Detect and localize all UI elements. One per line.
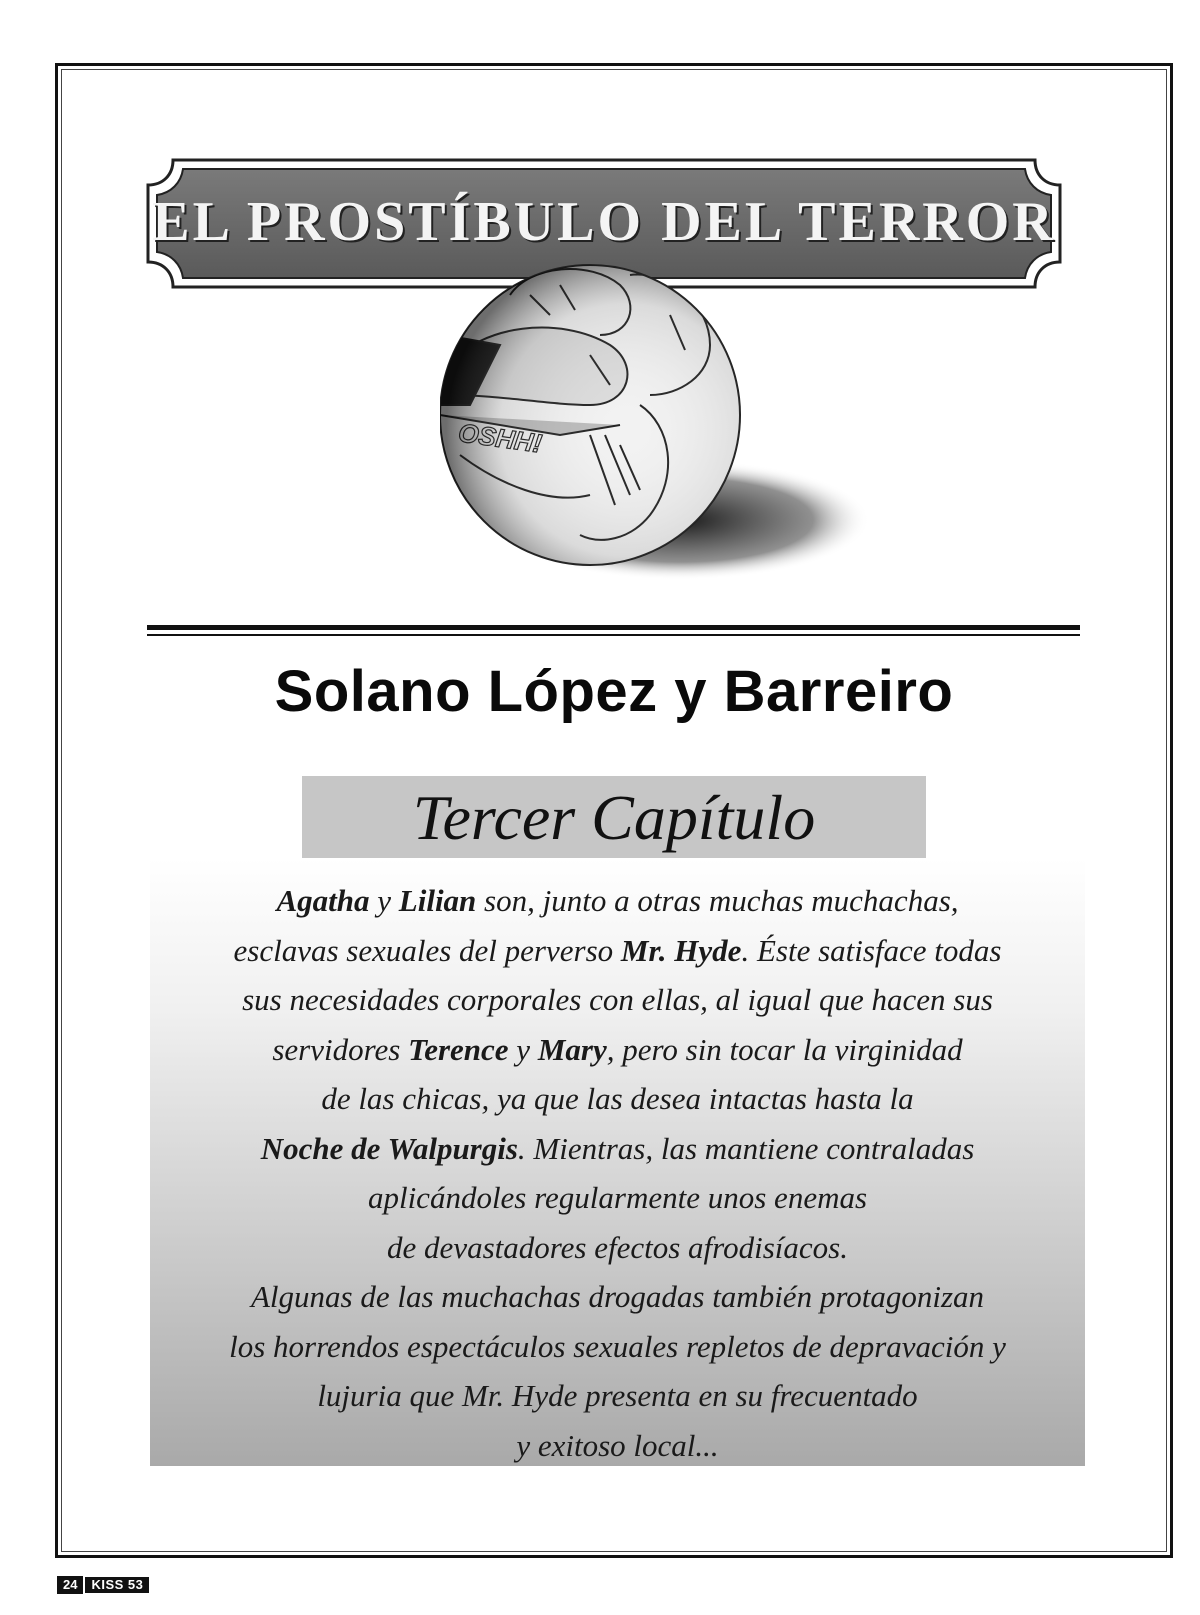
synopsis-run: son, junto a otras muchas muchachas,	[476, 883, 959, 918]
synopsis-run: esclavas sexuales del perverso	[233, 932, 621, 968]
synopsis-line	[150, 876, 1085, 926]
synopsis-run: . Mientras, las mantiene contraladas	[517, 1130, 975, 1166]
synopsis-name: Noche de Walpurgis	[260, 1130, 518, 1166]
synopsis-run: Algunas de las muchachas drogadas también protagonizan	[250, 1279, 985, 1314]
authors-heading: Solano López y Barreiro	[274, 659, 954, 724]
synopsis-run: sus necesidades corporales con ellas, al igual que hacen sus	[242, 982, 993, 1017]
divider-thick	[147, 625, 1080, 630]
synopsis-line	[150, 1223, 1085, 1273]
synopsis-line	[150, 1322, 1085, 1372]
page-title: EL PROSTÍBULO DEL TERROR	[152, 191, 1056, 253]
synopsis-run: los horrendos espectáculos sexuales repletos de depravación y	[229, 1328, 1006, 1364]
synopsis-run: , pero sin tocar la virginidad	[606, 1031, 963, 1067]
synopsis-line	[150, 1371, 1085, 1421]
page-footer	[57, 1577, 149, 1593]
synopsis-name: Mr. Hyde	[620, 932, 742, 968]
page-number: 24	[57, 1576, 83, 1594]
synopsis-line	[150, 1421, 1085, 1471]
synopsis-name: Mary	[537, 1031, 607, 1067]
synopsis-line	[150, 1025, 1085, 1075]
synopsis-run: servidores	[272, 1031, 409, 1067]
synopsis-run: aplicándoles regularmente unos enemas	[367, 1180, 868, 1215]
synopsis-run: y exitoso local...	[516, 1427, 719, 1463]
synopsis-text	[150, 876, 1085, 1470]
synopsis-name: Agatha	[276, 883, 370, 918]
synopsis-name: Lilian	[398, 883, 477, 918]
magazine-name: KISS 53	[85, 1577, 149, 1593]
synopsis-run: y	[508, 1031, 538, 1067]
synopsis-line	[150, 926, 1085, 976]
synopsis-line	[150, 1173, 1085, 1223]
synopsis-run: lujuria que Mr. Hyde presenta en su frecuentado	[317, 1378, 918, 1413]
chapter-title: Tercer Capítulo	[412, 782, 816, 853]
synopsis-line	[150, 1272, 1085, 1322]
synopsis-run: y	[369, 883, 399, 918]
illustration-sphere-image	[440, 255, 880, 595]
synopsis-run: de devastadores efectos afrodisíacos.	[387, 1229, 848, 1265]
synopsis-name: Terence	[408, 1031, 509, 1067]
synopsis-line	[150, 1074, 1085, 1124]
synopsis-line	[150, 1124, 1085, 1174]
synopsis-run: . Éste satisface todas	[741, 932, 1002, 968]
synopsis-line	[150, 975, 1085, 1025]
divider-thin	[147, 634, 1080, 636]
synopsis-run: de las chicas, ya que las desea intactas hasta la	[321, 1081, 914, 1116]
illustration-sphere	[440, 255, 880, 595]
